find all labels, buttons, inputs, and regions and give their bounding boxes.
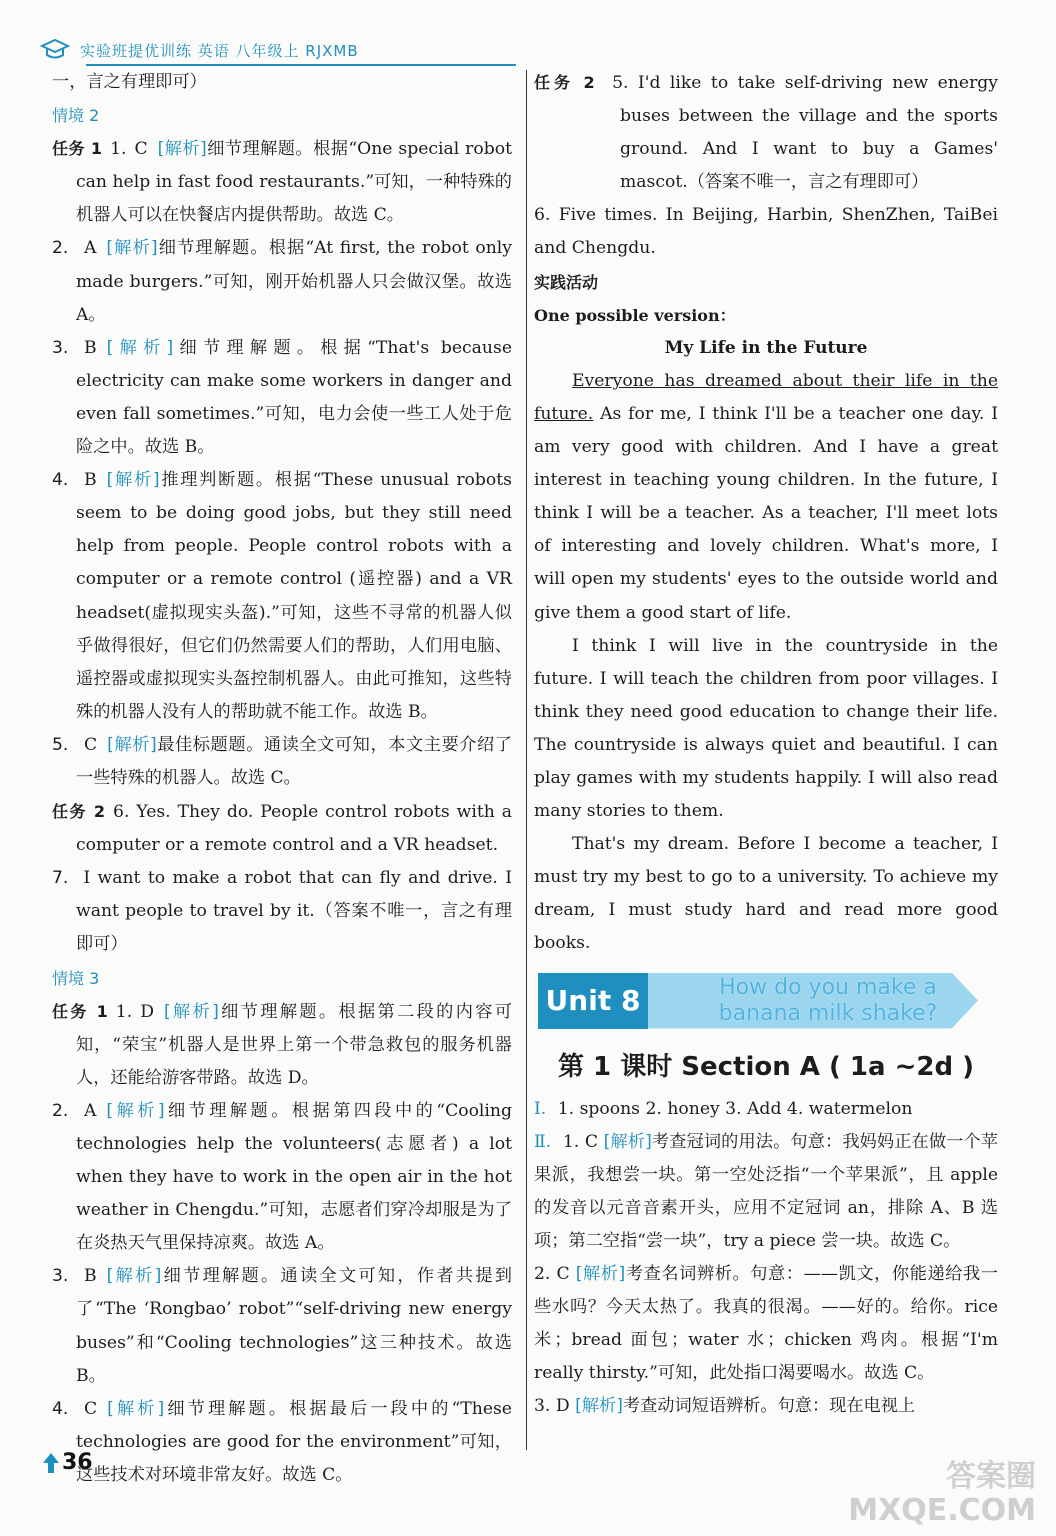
item-answer: C [84,1398,98,1419]
version-label: One possible version： [534,305,736,325]
item-text: 细节理解题。根据第二段的内容可知，“荣宝”机器人是世界上第一个带急救包的服务机器人，还能给游客带路。故选 D。 [76,1001,512,1088]
answer-item [534,1258,998,1390]
task-label: 任务 2 [534,73,595,92]
item-text: 细节理解题。根据“One special robot can help in fast food restaurants.”可知，一种特殊的机器人可以在快餐店内提供帮助。故选 C。 [76,139,512,226]
analysis-tag: [解析] [575,1396,623,1417]
item-answer: A [84,1100,97,1121]
page-footer [42,1450,93,1475]
item-answer: C [84,734,98,755]
item-number: 6. [113,802,130,823]
item-answer: C [134,139,148,160]
item-answer: A [84,238,97,259]
item-number: 3. [52,1266,69,1287]
scene-heading: 情境 3 [52,968,100,988]
scene-heading: 情境 2 [52,106,100,126]
item-text: 细节理解题。根据最后一段中的“These technologies are good for the environment”可知，这些技术对环境非常友好。故选 C。 [76,1398,512,1485]
answer-item [52,795,512,862]
item-number: 1. [115,1001,133,1022]
answer-item [52,995,512,1095]
unit-subtitle: How do you make a banana milk shake? [718,974,938,1026]
answer-item [534,199,998,265]
item-answer: B [84,1266,97,1287]
item-text: 5. I'd like to take self-driving new energy buses between the village and the sports ground. And I want to buy a Games' mascot.（答案不唯一，言之有理即可） [612,73,998,193]
roman-numeral: Ⅰ. [534,1098,547,1119]
continued-text: 一，言之有理即可） [52,72,207,92]
item-number: 2. [52,1100,69,1121]
answer-item [52,332,512,464]
item-answer: B [84,337,97,358]
task-label: 任务 1 [52,1001,108,1021]
item-text: 细节理解题。根据“At first, the robot only made burgers.”可知，刚开始机器人只会做汉堡。故选 A。 [76,238,512,325]
essay-paragraph: I think I will live in the countryside in the future. I will teach the children from poor villages. I think they need good education to change their life. The countryside is always quiet and beautiful. I can play games with my students happily. I will also read many stories to them. [534,635,998,822]
item-number: 5. [52,734,69,755]
unit-banner [538,969,998,1037]
answer-item [52,862,512,961]
item-answer: D [555,1396,570,1417]
header-title: 实验班提优训练 英语 八年级上 RJXMB [80,41,359,60]
item-number: 3. [52,337,69,358]
analysis-tag: [解析] [157,139,207,160]
item-text: 最佳标题题。通读全文可知，本文主要介绍了一些特殊的机器人。故选 C。 [76,734,512,788]
item-answer: B [84,470,97,491]
item-number: 1. [562,1131,580,1152]
item-text: 考查动词短语辨析。句意：现在电视上 [622,1396,916,1417]
answer-item [52,132,512,232]
analysis-tag: [解析] [106,1100,165,1121]
answer-item [52,1095,512,1260]
answer-item [534,1126,998,1258]
page-number: 36 [62,1450,93,1475]
analysis-tag: [解析] [107,734,157,755]
item-text: 推理判断题。根据“These unusual robots seem to be doing good jobs, but they still need help from people. People control robots with a computer or a remote control (遥控器) and a VR headset(虚拟现实头盔).”可知，这些不寻常的机器人似乎做得很好，但它们仍然需要人们的帮助，人们用电脑、遥控器或虚拟现实头盔控制机器人。由此可推知，这些特殊的机器人没有人的帮助就不能工作。故选 B。 [76,470,512,722]
lesson-title: 第 1 课时 Section A ( 1a ~2d ) [558,1051,975,1082]
essay-title: My Life in the Future [664,337,868,358]
watermark-line: 答案圈 [946,1459,1036,1494]
item-text: 细节理解题。通读全文可知，作者共提到了“The ‘Rongbao’ robot”“self-driving new energy buses”和“Cooling technologies”这三种技术。故选 B。 [76,1266,512,1386]
unit-label: Unit 8 [538,973,648,1029]
item-text: Yes. They do. People control robots with a computer or a remote control and a VR headset. [76,802,512,856]
task-label: 任务 2 [52,802,106,822]
essay-text: As for me, I think I'll be a teacher one day. I am very good with children. And I have a great interest in teaching young children. In the future, I think I will be a teacher. As a teacher, I'll meet lots of interesting and lovely children. What's more, I will open my students' eyes to the outside world and give them a good start of life. [534,403,998,623]
item-text: 6. Five times. In Beijing, Harbin, ShenZhen, TaiBei and Chengdu. [534,205,998,259]
item-number: 1. [110,139,127,160]
item-answer: C [584,1131,599,1152]
analysis-tag: [解析] [106,1266,162,1287]
essay-paragraph [534,365,998,630]
analysis-tag: [解析] [106,470,160,491]
answer-item [52,1260,512,1392]
item-number: 7. [52,868,69,889]
item-number: 4. [52,470,69,491]
answer-item [52,729,512,795]
essay-paragraph: That's my dream. Before I become a teacher, I must try my best to go to a university. To achieve my dream, I must study hard and read more good books. [534,834,998,954]
analysis-tag: [解析] [106,337,174,358]
left-column [52,66,512,1492]
analysis-tag: [解析] [575,1264,626,1284]
practice-heading: 实践活动 [534,272,599,292]
item-text: I want to make a robot that can fly and drive. I want people to travel by it.（答案不唯一，言之有理即可） [76,868,512,955]
page-header [40,34,359,66]
analysis-tag: [解析] [107,1398,165,1419]
underlined-sentence: Everyone has dreamed about their life in the future. [534,370,998,424]
up-arrow-icon [42,1452,60,1474]
item-text: 1. spoons 2. honey 3. Add 4. watermelon [557,1098,913,1119]
item-text: 细节理解题。根据第四段中的“Cooling technologies help the volunteers(志愿者) a lot when they have to work in the open air in the hot weather in Chengdu.”可知，志愿者们穿冷却服是为了在炎热天气里保持凉爽。故选 A。 [76,1100,512,1254]
answer-item [534,66,998,199]
item-text: 细节理解题。根据“That's because electricity can make some workers in danger and even fall sometimes.”可知，电力会使一些工人处于危险之中。故选 B。 [76,337,512,458]
item-number: 2. [534,1264,551,1284]
item-text: 考查名词辨析。句意：——凯文，你能递给我一些水吗？今天太热了。我真的很渴。——好的。给你。rice 米；bread 面包；water 水；chicken 鸡肉。根据“I'm really thirsty.”可知，此处指口渴要喝水。故选 C。 [534,1264,998,1384]
task-label: 任务 1 [52,139,103,159]
watermark-line: MXQE.COM [848,1493,1036,1528]
column-divider [526,70,527,1450]
right-column [534,66,998,1423]
answer-item [52,1393,512,1492]
answer-item [52,232,512,331]
book-logo-icon [40,38,70,62]
answer-item [534,1390,998,1423]
item-text: 考查冠词的用法。句意：我妈妈正在做一个苹果派，我想尝一块。第一空处泛指“一个苹果派”，且 apple 的发音以元音音素开头，应用不定冠词 an，排除 A、B 选项；第二空指“尝一块”，try a piece 尝一块。故选 C。 [534,1131,998,1251]
analysis-tag: [解析] [163,1001,219,1022]
item-number: 3. [534,1396,551,1417]
item-number: 4. [52,1398,69,1419]
analysis-tag: [解析] [603,1131,652,1152]
answer-item [534,1093,998,1126]
item-answer: D [140,1001,154,1022]
roman-numeral: Ⅱ. [534,1131,552,1152]
watermark [848,1460,1036,1528]
analysis-tag: [解析] [106,238,158,259]
item-answer: C [556,1264,570,1284]
item-number: 2. [52,238,69,259]
answer-item [52,464,512,729]
